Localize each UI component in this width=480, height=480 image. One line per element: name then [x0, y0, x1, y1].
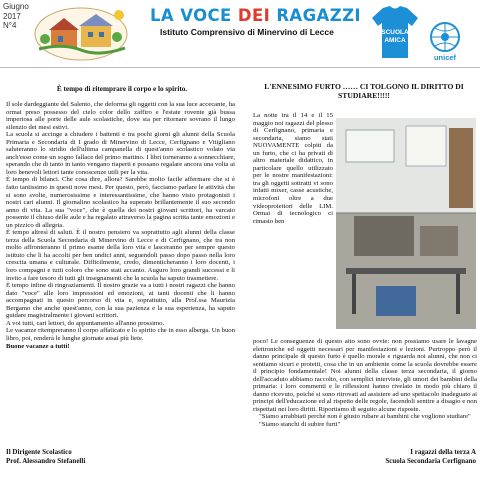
- school-drawing-logo: [33, 1, 130, 61]
- newspaper-title: [150, 6, 361, 25]
- issue-number: N°4: [3, 21, 17, 30]
- issue-year: 2017: [3, 11, 21, 21]
- header-divider: [0, 67, 480, 68]
- scuola-amica-tshirt-logo: [370, 4, 420, 60]
- svg-text:SCUOLA: SCUOLA: [381, 29, 409, 36]
- signature-role: Il Dirigente Scolastico: [6, 448, 72, 456]
- issue-month: Giugno: [3, 2, 29, 11]
- signature-class: I ragazzi della terza A: [410, 448, 476, 456]
- left-signature: [6, 448, 85, 465]
- left-paragraph: È tempo altresì di saluti. È il nostro pensiero va soprattutto agli alunni della classe terza della Scuola Secondaria di Minervino di Lecce e di Cerfignano, che tra non molto affronteranno il primo esame della loro vita e lasceranno per sempre questo istituto che li ha accolti per ben undici anni, seguendoli passo dopo passo nella loro crescita umana e culturale. Difficilmente, credo, dimenticheranno i loro docenti, i loro compagni e tutti coloro che sono stati accanto. Auguro loro grandi successi e li invito a fare tesoro di tutti gli insegnamenti che la scuola ha saputo trasmettere.: [6, 229, 235, 282]
- left-paragraph: Il sole dardeggiante del Salento, che deforma gli oggetti con la sua luce accecante, ha ormai preso possesso del cielo color dello zaffiro e l'estate rovente già bussa imperiosa alle porte delle aule scolastiche, dove sta per ritornare sovrano il lungo silenzio dei mesi estivi.: [6, 101, 235, 131]
- signature-school: Scuola Secondaria Cerfignano: [385, 456, 476, 465]
- left-closing-line: Buone vacanze a tutti!: [6, 342, 70, 350]
- title-part-ragazzi: RAGAZZI: [270, 6, 361, 25]
- title-part-la-voce: LA VOCE: [150, 6, 238, 25]
- quote-item: "Siamo arrabbiati perché non è giusto rubare ai bambini che vogliono studiare": [259, 413, 471, 421]
- right-signature: [360, 448, 476, 465]
- left-paragraph: È tempo infine di ringraziamenti. Il nostro grazie va a tutti i nostri ragazzi che hanno dato "voce" alle loro impressioni ed emozioni, ai tanti docenti che li hanno accompagnati in questo percorso di vita e, soprattutto, alla Prof.ssa Maurizia Bergamo che anche quest'anno, con la sua pazienza e la sua esperienza, ha saputo guidare magistralmente i giovani scrittori.: [6, 282, 235, 320]
- unicef-logo: [424, 20, 466, 62]
- right-article-body: [253, 338, 477, 428]
- right-paragraph: poco! Le conseguenze di questo atto sono ovvie: non possiamo usare le lavagne elettroniche ed oggetti necessari per manifestazioni e lezioni. Purtroppo però il danno principale di questo furto è quello morale e riguarda noi alunni, che non ci sentiamo sicuri e protetti, cosa che in un ambiente come la scuola dovrebbe essere il principio fondamentale! Noi alunni della classe terza secondaria, il giorno dell'accaduto abbiamo raccolto, con semplici interviste, gli umori dei bambini della primaria: i loro commenti e le riflessioni hanno rivelato in modo più chiaro il danno ricevuto, poiché si sono ritrovati ad assistere ad uno spettacolo inadeguato ai principi dell'educazione ed al rispetto delle regole, facendoli sentire a disagio e non rispettati nei loro diritti. Riportiamo di seguito alcune risposte.: [253, 338, 477, 413]
- left-paragraph: È tempo di bilanci. Che cosa dire, allora? Sarebbe molto facile affermare che si è fatto tantissimo in questi nove mesi. Per questo, però, facciamo parlare le attività che si sono svolte, numerosissime e interessantissime, che hanno visto protagonisti i nostri cari alunni. Il giornalino scolastico ha superato brillantemente il suo secondo anno di vita. La sua "voce", che è quella dei nostri giovani scrittori, ha varcato possente il chiuso delle aule e ha regalato attraverso la pagina scritta tante emozioni e un pizzico di allegria.: [6, 176, 235, 229]
- svg-text:unicef: unicef: [433, 53, 457, 62]
- svg-text:AMICA: AMICA: [384, 37, 406, 44]
- issue-date: [3, 2, 29, 31]
- right-article-intro: La notte tra il 14 e il 15 maggio noi ragazzi del plesso di Cerfignano, primaria e secondaria, siamo stati NUOVAMENTE colpiti da un furto, che ci ha privati di altro materiale didattico, in particolare quello utilizzato per le nostre manifestazioni: tra gli oggetti sottratti vi sono infatti mixer, casse acustiche, microfoni oltre a due videoproiettori delle LIM. Ormai di tecnologico ci rimasto ben: [253, 112, 333, 225]
- left-article-body: [6, 101, 235, 426]
- classroom-photo: [336, 118, 476, 329]
- school-subtitle: Istituto Comprensivo di Minervino di Lecce: [160, 27, 334, 37]
- left-article-headline: È tempo di ritemprare il corpo e lo spirito.: [56, 85, 188, 93]
- title-part-dei: DEI: [237, 6, 271, 25]
- left-paragraph: Le vacanze ritempreranno il corpo affaticato e lo spirito che in esso alberga. Un buon libro, poi, renderà le lunghe giornate assai più liete.: [6, 327, 235, 342]
- right-article-headline: L'ENNESIMO FURTO …… CI TOLGONO IL DIRITTO DI STUDIARE!!!!!: [264, 82, 464, 100]
- quote-item: "Siamo stanchi di subire furti": [259, 421, 341, 428]
- signature-name: Prof. Alessandro Stefanelli: [6, 456, 86, 465]
- left-paragraph: La scuola si accinge a chiudere i battenti e tra pochi giorni gli alunni della Scuola Primaria e Secondaria di I grado di Minervino di Lecce, Cerfignano e Vitigliano saluteranno lo stridio dell'ultima campanella di quest'anno scolastico volato via anch'esso come un sogno fallace del primo mattino. I libri torneranno a sonnecchiare, sperando che di tanto in tanto vengano riaperti e possano regalare ancora una volta ai loro benevoli lettori tante conoscenze utili per la vita.: [6, 131, 235, 176]
- left-paragraph: A voi tutti, cari lettori, do appuntamento all'anno prossimo.: [6, 319, 165, 327]
